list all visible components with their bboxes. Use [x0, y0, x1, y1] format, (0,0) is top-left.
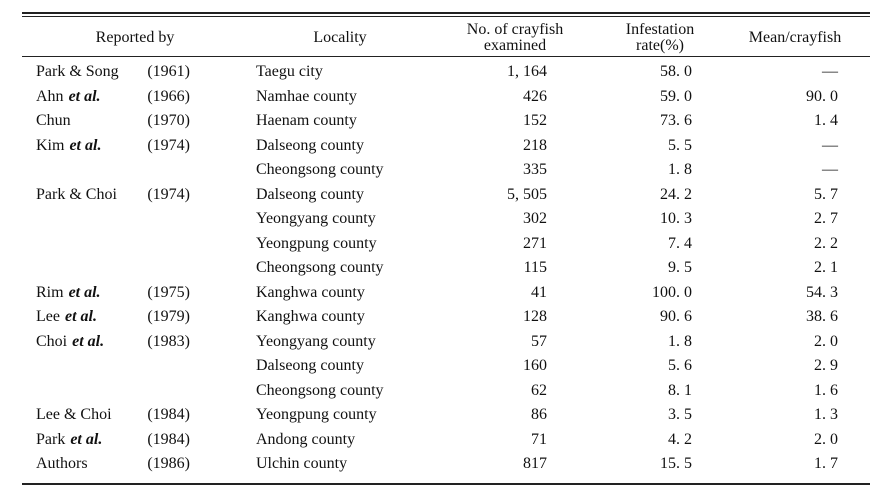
author-et-al: et al. [64, 308, 97, 325]
cell-mean: 2. 9 [814, 357, 838, 374]
cell-author [36, 455, 93, 473]
cell-examined: 62 [531, 381, 547, 399]
cell-year: (1975) [147, 283, 190, 301]
cell-author [36, 308, 97, 326]
cell-author [36, 284, 101, 302]
author-name: Rim [36, 283, 64, 301]
header-mean: Mean/crayfish [748, 29, 842, 46]
author-name: Lee [36, 308, 60, 325]
cell-mean: 1. 6 [814, 381, 838, 399]
cell-infestation-rate: 9. 5 [668, 259, 692, 276]
cell-author [36, 210, 41, 228]
cell-infestation-rate: 4. 2 [668, 430, 692, 448]
cell-mean: 1. 3 [814, 406, 838, 423]
cell-year: (1979) [147, 308, 190, 325]
cell-author [36, 161, 41, 179]
author-et-al: et al. [68, 283, 101, 301]
cell-locality: Dalseong county [256, 357, 364, 374]
cell-year: (1974) [147, 185, 190, 203]
cell-infestation-rate: 73. 6 [660, 112, 692, 129]
cell-year: (1986) [147, 455, 190, 472]
cell-mean: 38. 6 [806, 308, 838, 325]
cell-examined: 817 [523, 455, 547, 472]
cell-infestation-rate: 1. 8 [668, 332, 692, 350]
cell-year: (1983) [147, 332, 190, 350]
cell-author [36, 112, 76, 130]
author-name: Authors [36, 455, 88, 472]
cell-examined: 218 [523, 136, 547, 154]
cell-examined: 302 [523, 210, 547, 227]
author-name: Choi [36, 332, 68, 350]
cell-examined: 1, 164 [507, 63, 547, 80]
cell-year: (1984) [147, 430, 190, 448]
cell-examined: 71 [531, 430, 547, 448]
cell-author [36, 259, 41, 277]
cell-mean: 2. 2 [814, 234, 838, 252]
cell-infestation-rate: 5. 5 [668, 136, 692, 154]
cell-locality: Kanghwa county [256, 283, 365, 301]
author-et-al: et al. [68, 87, 101, 105]
cell-locality: Yeongyang county [256, 332, 376, 350]
cell-infestation-rate: 59. 0 [660, 87, 692, 105]
cell-year: (1984) [147, 406, 190, 423]
header-rate-line1: Infestation [625, 21, 695, 38]
cell-mean: — [822, 63, 838, 80]
cell-infestation-rate: 3. 5 [668, 406, 692, 423]
cell-year: (1966) [147, 87, 190, 105]
cell-mean: — [822, 161, 838, 178]
author-et-al: et al. [69, 136, 102, 154]
cell-examined: 57 [531, 332, 547, 350]
cell-mean: 1. 7 [814, 455, 838, 472]
cell-infestation-rate: 100. 0 [652, 283, 692, 301]
cell-author [36, 406, 117, 424]
cell-locality: Yeongpung county [256, 406, 377, 423]
cell-locality: Cheongsong county [256, 381, 384, 399]
author-name: Ahn [36, 87, 64, 105]
cell-mean: 1. 4 [814, 112, 838, 129]
cell-mean: 2. 1 [814, 259, 838, 276]
cell-examined: 128 [523, 308, 547, 325]
cell-locality: Ulchin county [256, 455, 348, 472]
cell-examined: 152 [523, 112, 547, 129]
cell-infestation-rate: 58. 0 [660, 63, 692, 80]
author-et-al: et al. [72, 332, 105, 350]
cell-year: (1970) [147, 112, 190, 129]
cell-year: (1961) [147, 63, 190, 80]
bottom-rule [22, 483, 870, 485]
header-examined-line1: No. of crayfish [466, 21, 564, 38]
cell-mean: 90. 0 [806, 87, 838, 105]
cell-examined: 115 [523, 259, 547, 276]
cell-author [36, 431, 102, 449]
cell-locality: Taegu city [256, 63, 323, 80]
cell-author [36, 88, 101, 106]
cell-infestation-rate: 24. 2 [660, 185, 692, 203]
author-name: Lee & Choi [36, 406, 112, 423]
top-rule-inner [22, 16, 870, 17]
cell-examined: 335 [523, 161, 547, 178]
cell-examined: 86 [531, 406, 547, 423]
cell-locality: Andong county [256, 430, 356, 448]
author-name: Chun [36, 112, 71, 129]
header-examined-line2: examined [483, 37, 547, 54]
cell-infestation-rate: 15. 5 [660, 455, 692, 472]
author-name: Park [36, 430, 66, 448]
cell-examined: 41 [531, 283, 547, 301]
cell-locality: Kanghwa county [256, 308, 365, 325]
cell-author [36, 235, 41, 253]
top-rule-outer [22, 12, 870, 14]
cell-mean: 2. 7 [814, 210, 838, 227]
cell-locality: Yeongyang county [256, 210, 376, 227]
header-reported-by: Reported by [95, 29, 175, 46]
author-name: Kim [36, 136, 65, 154]
cell-examined: 160 [523, 357, 547, 374]
cell-locality: Namhae county [256, 87, 357, 105]
header-locality: Locality [313, 29, 367, 46]
cell-mean: 5. 7 [814, 185, 838, 203]
cell-examined: 271 [523, 234, 547, 252]
cell-infestation-rate: 8. 1 [668, 381, 692, 399]
cell-author [36, 333, 104, 351]
cell-author [36, 382, 41, 400]
cell-author [36, 63, 124, 81]
cell-author [36, 137, 101, 155]
cell-examined: 5, 505 [507, 185, 547, 203]
author-name: Park & Choi [36, 185, 117, 203]
cell-infestation-rate: 10. 3 [660, 210, 692, 227]
cell-locality: Haenam county [256, 112, 357, 129]
cell-mean: 54. 3 [806, 283, 838, 301]
cell-author [36, 357, 41, 375]
cell-examined: 426 [523, 87, 547, 105]
cell-author [36, 186, 122, 204]
cell-locality: Yeongpung county [256, 234, 377, 252]
cell-locality: Cheongsong county [256, 161, 384, 178]
cell-year: (1974) [147, 136, 190, 154]
cell-infestation-rate: 90. 6 [660, 308, 692, 325]
cell-infestation-rate: 5. 6 [668, 357, 692, 374]
author-name: Park & Song [36, 63, 119, 80]
header-rule [22, 56, 870, 57]
cell-infestation-rate: 7. 4 [668, 234, 692, 252]
cell-locality: Dalseong county [256, 185, 364, 203]
cell-infestation-rate: 1. 8 [668, 161, 692, 178]
author-et-al: et al. [70, 430, 103, 448]
cell-mean: 2. 0 [814, 332, 838, 350]
header-rate-line2: rate(%) [636, 37, 684, 54]
cell-locality: Cheongsong county [256, 259, 384, 276]
cell-locality: Dalseong county [256, 136, 364, 154]
cell-mean: 2. 0 [814, 430, 838, 448]
cell-mean: — [822, 136, 838, 154]
